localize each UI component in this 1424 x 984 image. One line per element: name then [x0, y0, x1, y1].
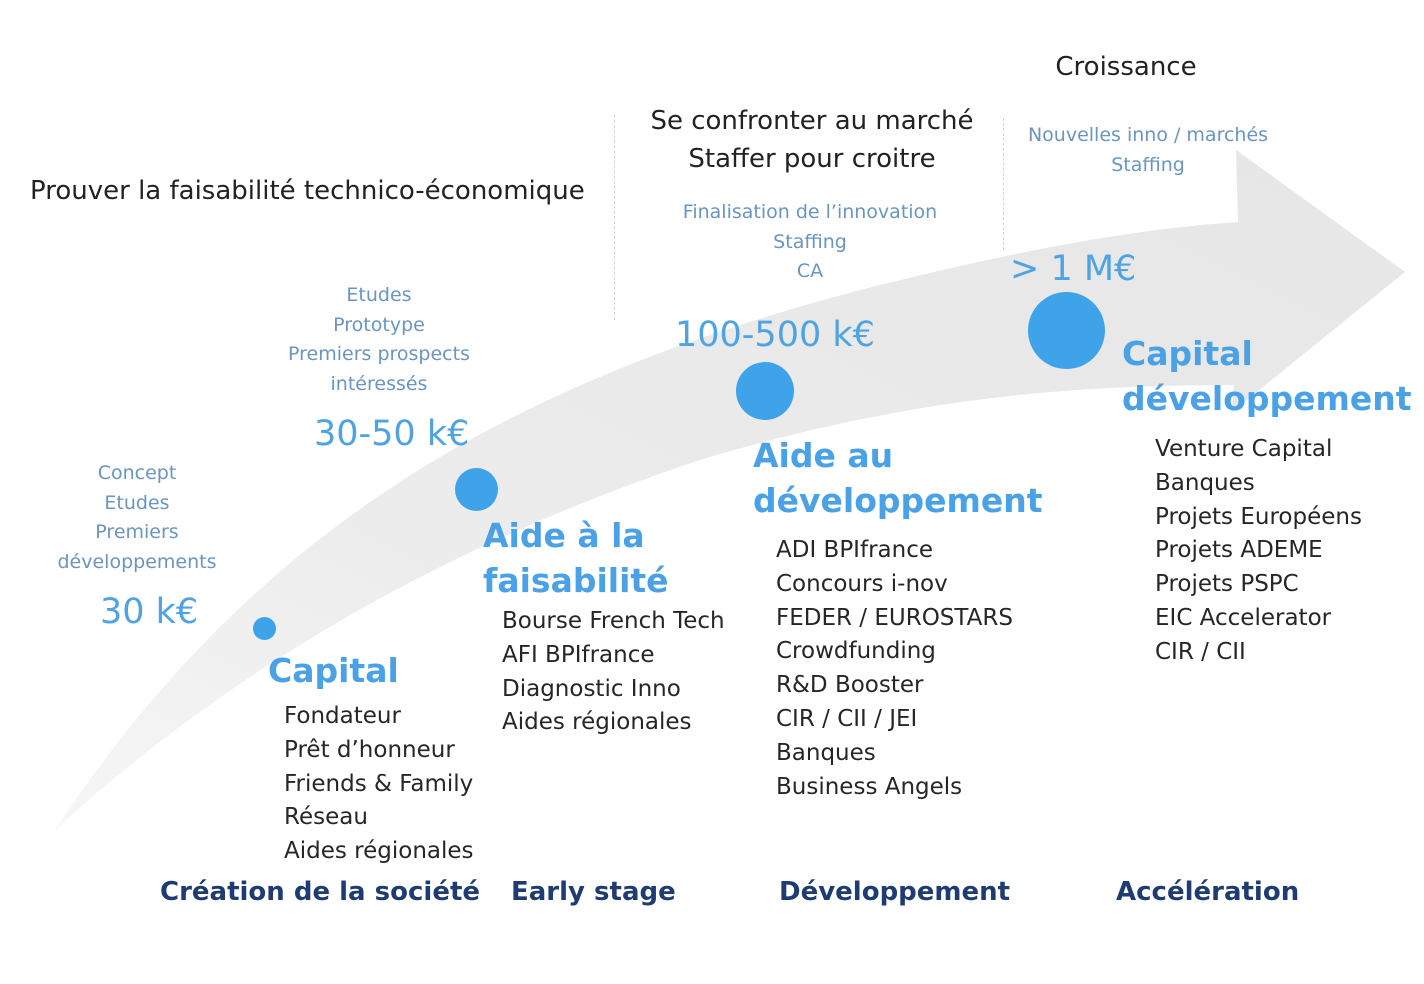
feasibility-heading: Prouver la faisabilité technico-économique — [30, 176, 585, 206]
stage-note: Etudes — [104, 491, 170, 514]
funding-item: R&D Booster — [776, 672, 924, 699]
stage-title-line: Aide à la — [483, 516, 645, 555]
phase-label: Création de la société — [160, 877, 481, 907]
market-heading-line: Staffer pour croitre — [688, 144, 936, 174]
stage-note: Prototype — [333, 313, 425, 336]
funding-item: EIC Accelerator — [1155, 604, 1332, 631]
stage-title — [1122, 331, 1412, 421]
milestone-dot — [253, 617, 276, 640]
funding-list — [776, 534, 1013, 804]
stage-note: Etudes — [346, 284, 412, 306]
stage-amount: 100-500 k€ — [675, 315, 875, 355]
phase-label: Accélération — [1116, 877, 1300, 907]
stage-title-line: faisabilité — [483, 561, 669, 600]
market-heading-line: Se confronter au marché — [650, 106, 974, 136]
funding-list — [502, 605, 725, 740]
growth-heading: Croissance — [1055, 52, 1197, 82]
stage-title — [753, 433, 1043, 523]
stage-note: intéressés — [330, 372, 428, 395]
funding-item: Friends & Family — [284, 770, 474, 797]
funding-item: Projets Européens — [1155, 503, 1362, 530]
funding-item: Aides régionales — [502, 709, 692, 736]
funding-item: CIR / CII / JEI — [776, 705, 918, 732]
funding-item: Diagnostic Inno — [502, 675, 681, 702]
stage-amount: > 1 M€ — [1010, 249, 1137, 289]
funding-item: Aides régionales — [284, 838, 474, 865]
market-note: CA — [796, 260, 824, 282]
funding-item: CIR / CII — [1155, 638, 1246, 665]
funding-item: Projets PSPC — [1155, 571, 1299, 598]
stage-amount: 30-50 k€ — [314, 414, 470, 454]
funding-item: Banques — [1155, 469, 1255, 496]
funding-item: Venture Capital — [1155, 436, 1333, 462]
funding-item: Banques — [776, 739, 876, 766]
stage-note: développements — [57, 550, 217, 573]
market-heading — [650, 102, 973, 178]
funding-item: Business Angels — [776, 773, 963, 800]
stage-note: Premiers prospects — [288, 343, 470, 365]
stage-title — [268, 648, 399, 693]
funding-item: Fondateur — [284, 703, 401, 729]
growth-note: Nouvelles inno / marchés — [1027, 124, 1269, 146]
phase-label: Early stage — [511, 877, 676, 907]
stage-notes — [288, 281, 470, 399]
market-notes — [683, 198, 937, 287]
market-note: Staffing — [773, 230, 847, 253]
milestone-dot — [1028, 292, 1105, 369]
funding-item: Projets ADEME — [1155, 537, 1323, 564]
funding-list — [1155, 433, 1362, 670]
funding-item: ADI BPIfrance — [776, 537, 933, 563]
stage-amount: 30 k€ — [100, 592, 199, 632]
funding-item: FEDER / EUROSTARS — [776, 604, 1013, 631]
funding-item: Bourse French Tech — [502, 608, 725, 634]
growth-notes — [1028, 121, 1268, 180]
stage-note: Concept — [97, 462, 177, 484]
growth-note: Staffing — [1111, 153, 1185, 176]
stage-note: Premiers — [95, 521, 179, 543]
stage-title — [483, 513, 669, 603]
stage-title-line: Aide au — [753, 436, 894, 475]
market-note: Finalisation de l’innovation — [682, 201, 938, 223]
milestone-dot — [455, 468, 498, 511]
funding-item: Prêt d’honneur — [284, 736, 455, 763]
stage-title-line: Capital — [1122, 334, 1253, 373]
stage-title-line: Capital — [268, 651, 399, 690]
funding-item: AFI BPIfrance — [502, 641, 655, 668]
funding-item: Concours i-nov — [776, 570, 948, 597]
stage-notes — [58, 459, 217, 577]
milestone-dot — [736, 362, 794, 420]
phase-label: Développement — [779, 877, 1011, 907]
section-divider — [614, 115, 615, 320]
funding-item: Crowdfunding — [776, 638, 936, 665]
section-divider — [1003, 118, 1004, 250]
stage-title-line: développement — [753, 481, 1043, 520]
stage-title-line: développement — [1122, 379, 1412, 418]
funding-list — [284, 700, 474, 869]
funding-item: Réseau — [284, 804, 368, 831]
